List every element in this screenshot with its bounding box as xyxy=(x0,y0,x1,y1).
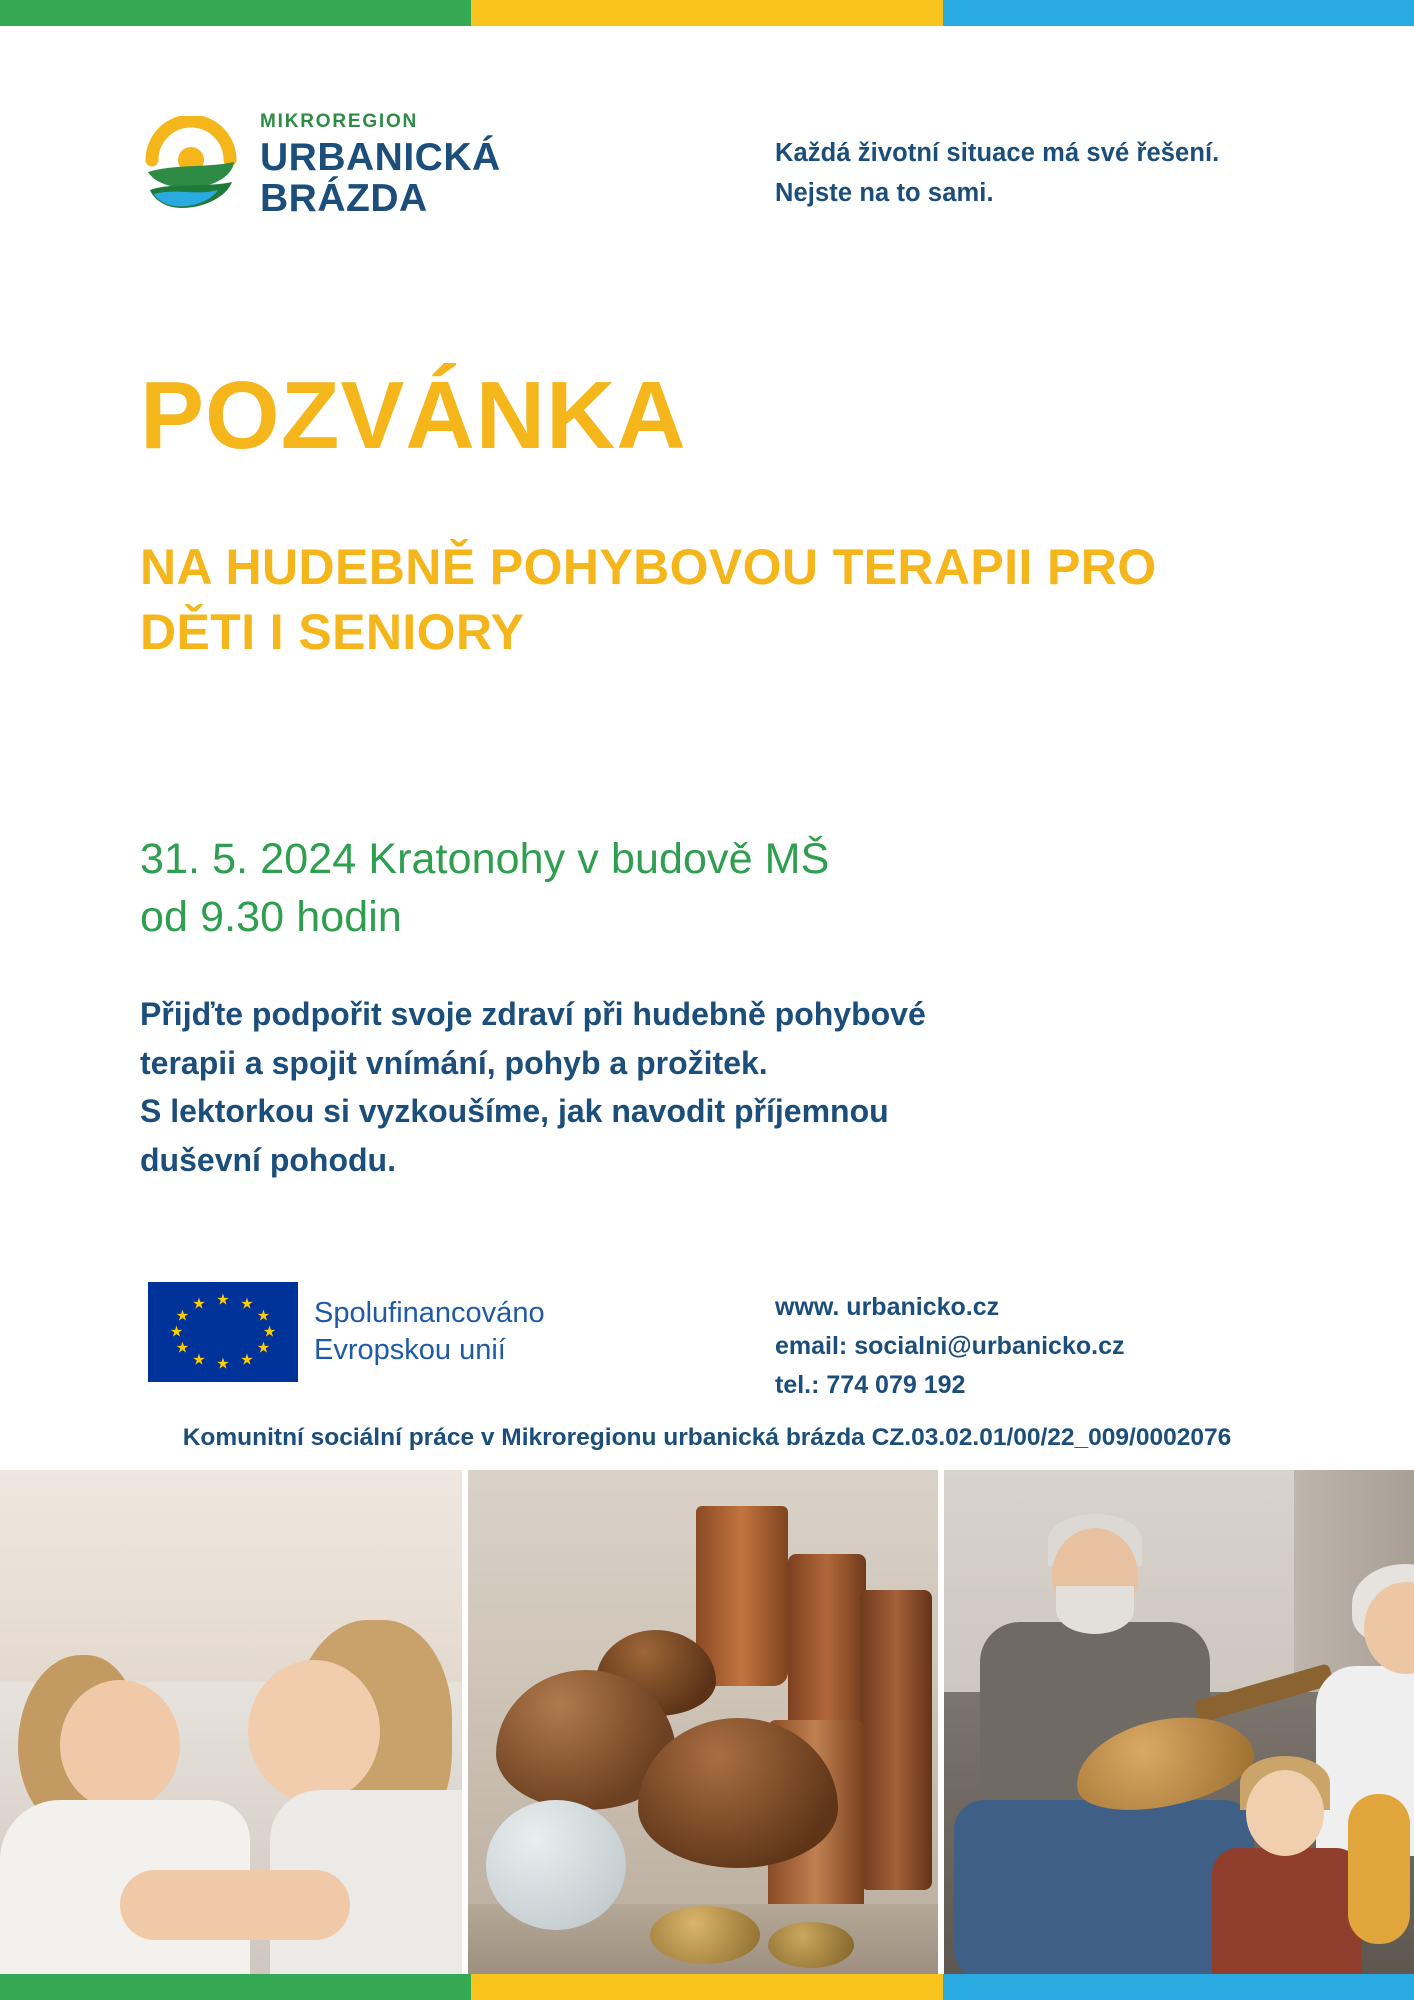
mikroregion-logo-icon xyxy=(140,116,242,216)
eu-funding-caption xyxy=(314,1295,545,1369)
contact-block xyxy=(775,1288,1125,1404)
description-line1: Přijďte podpořit svoje zdraví při hudebně pohybové xyxy=(140,996,926,1032)
tagline-line2: Nejste na to sami. xyxy=(775,178,994,207)
contact-website[interactable]: www. urbanicko.cz xyxy=(775,1293,1000,1321)
logo-micro-label: MIKROREGION xyxy=(260,111,419,132)
top-color-bar xyxy=(0,0,1414,26)
logo-name-line1: URBANICKÁ xyxy=(260,136,501,179)
description-line2: terapii a spojit vnímání, pohyb a prožitek. xyxy=(140,1044,768,1081)
event-description xyxy=(140,990,1300,1185)
bottom-bar-yellow-segment xyxy=(471,1974,942,2000)
tagline-line1: Každá životní situace má své řešení. xyxy=(775,139,1220,167)
description-line3: S lektorkou si vyzkoušíme, jak navodit příjemnou xyxy=(140,1093,889,1130)
organization-logo xyxy=(140,112,501,220)
top-bar-yellow-segment xyxy=(471,0,942,26)
tagline xyxy=(775,134,1219,213)
event-time: od 9.30 hodin xyxy=(140,893,402,942)
top-bar-blue-segment xyxy=(943,0,1414,26)
photo-drums xyxy=(468,1470,938,1974)
eu-caption-line1: Spolufinancováno xyxy=(314,1296,545,1329)
contact-phone[interactable]: tel.: 774 079 192 xyxy=(775,1370,966,1399)
photo-mother-and-child xyxy=(0,1470,462,1974)
description-line4: duševní pohodu. xyxy=(140,1141,396,1178)
bottom-color-bar xyxy=(0,1974,1414,2000)
eu-funding-block xyxy=(148,1282,545,1382)
eu-flag-icon: ★ ★ ★ ★ ★ ★ ★ ★ ★ ★ ★ ★ xyxy=(148,1282,298,1382)
bottom-bar-green-segment xyxy=(0,1974,471,2000)
poster-header xyxy=(0,112,1414,242)
event-datetime xyxy=(140,830,1240,946)
contact-email[interactable]: email: socialni@urbanicko.cz xyxy=(775,1331,1125,1360)
top-bar-green-segment xyxy=(0,0,471,26)
logo-name-line2: BRÁZDA xyxy=(260,177,428,221)
page-title: POZVÁNKA xyxy=(140,362,687,469)
event-date-place: 31. 5. 2024 Kratonohy v budově MŠ xyxy=(140,835,830,883)
page-subtitle: NA HUDEBNĚ POHYBOVOU TERAPII PRO DĚTI I SENIORY xyxy=(140,539,1157,660)
bottom-bar-blue-segment xyxy=(943,1974,1414,2000)
photo-seniors-and-children xyxy=(944,1470,1414,1974)
logo-wordmark xyxy=(260,112,501,220)
photo-strip xyxy=(0,1470,1414,1974)
project-identifier: Komunitní sociální práce v Mikroregionu urbanická brázda CZ.03.02.01/00/22_009/0002076 xyxy=(182,1424,1232,1451)
eu-caption-line2: Evropskou unií xyxy=(314,1334,506,1366)
